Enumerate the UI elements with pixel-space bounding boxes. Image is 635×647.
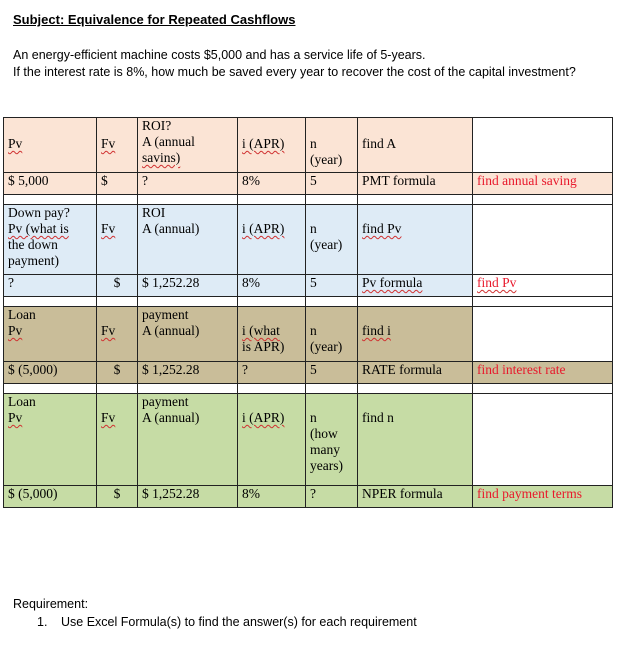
pv-header-cell: Loan Pv [4, 307, 97, 362]
i-value: 8% [238, 173, 306, 195]
section-2-header-row [4, 205, 613, 275]
fv-value: $ [97, 173, 138, 195]
i-header-cell: i (APR) [238, 205, 306, 275]
empty-cell [473, 205, 613, 275]
a-header-cell: payment A (annual) [138, 394, 238, 486]
a-value: $ 1,252.28 [138, 362, 238, 384]
pv-value: $ 5,000 [4, 173, 97, 195]
empty-cell [473, 307, 613, 362]
formula-cell: Pv formula [358, 275, 473, 297]
formula-cell: PMT formula [358, 173, 473, 195]
i-header-cell: i (APR) [238, 394, 306, 486]
gap-row [4, 195, 613, 205]
intro-line-2: If the interest rate is 8%, how much be saved every year to recover the cost of the capital investment? [13, 65, 576, 79]
section-4-value-row [4, 486, 613, 508]
intro-line-1: An energy-efficient machine costs $5,000 and has a service life of 5-years. [13, 48, 426, 62]
note-cell: find Pv [473, 275, 613, 297]
a-value: ? [138, 173, 238, 195]
n-header-cell: n (year) [306, 118, 358, 173]
find-cell: find i [358, 307, 473, 362]
pv-value: ? [4, 275, 97, 297]
requirement-item [37, 615, 417, 629]
section-3-value-row [4, 362, 613, 384]
requirement-number: 1. [37, 615, 48, 629]
n-header-cell: n (how many years) [306, 394, 358, 486]
fv-value: $ [97, 486, 138, 508]
section-4-header-row [4, 394, 613, 486]
pv-value: $ (5,000) [4, 486, 97, 508]
n-header-cell: n (year) [306, 205, 358, 275]
i-value: 8% [238, 275, 306, 297]
n-value: 5 [306, 173, 358, 195]
a-header-cell: payment A (annual) [138, 307, 238, 362]
cashflow-table [3, 117, 613, 508]
note-cell: find interest rate [473, 362, 613, 384]
empty-cell [473, 118, 613, 173]
subject-heading: Subject: Equivalence for Repeated Cashflows [13, 12, 296, 27]
requirement-heading: Requirement: [13, 597, 89, 611]
n-value: 5 [306, 362, 358, 384]
fv-header-cell: Fv [97, 394, 138, 486]
n-header-cell: n (year) [306, 307, 358, 362]
section-2-value-row [4, 275, 613, 297]
i-header-cell: i (what is APR) [238, 307, 306, 362]
fv-header-cell: Fv [97, 307, 138, 362]
pv-header-cell: Loan Pv [4, 394, 97, 486]
i-header-cell: i (APR) [238, 118, 306, 173]
section-1-header-row [4, 118, 613, 173]
fv-header-cell: Fv [97, 205, 138, 275]
gap-row [4, 297, 613, 307]
find-cell: find A [358, 118, 473, 173]
requirement-text: Use Excel Formula(s) to find the answer(s) for each requirement [61, 615, 417, 629]
fv-value: $ [97, 362, 138, 384]
find-cell: find n [358, 394, 473, 486]
find-cell: find Pv [358, 205, 473, 275]
section-3-header-row [4, 307, 613, 362]
n-value: ? [306, 486, 358, 508]
note-cell: find annual saving [473, 173, 613, 195]
note-cell: find payment terms [473, 486, 613, 508]
empty-cell [473, 394, 613, 486]
a-header-cell: ROI? A (annual savins) [138, 118, 238, 173]
pv-header-cell: Pv [4, 118, 97, 173]
i-value: 8% [238, 486, 306, 508]
a-header-cell: ROI A (annual) [138, 205, 238, 275]
formula-cell: RATE formula [358, 362, 473, 384]
fv-value: $ [97, 275, 138, 297]
pv-header-cell: Down pay? Pv (what is the down payment) [4, 205, 97, 275]
a-value: $ 1,252.28 [138, 275, 238, 297]
fv-header-cell: Fv [97, 118, 138, 173]
pv-value: $ (5,000) [4, 362, 97, 384]
section-1-value-row [4, 173, 613, 195]
formula-cell: NPER formula [358, 486, 473, 508]
n-value: 5 [306, 275, 358, 297]
a-value: $ 1,252.28 [138, 486, 238, 508]
i-value: ? [238, 362, 306, 384]
problem-statement [13, 47, 576, 81]
gap-row [4, 384, 613, 394]
